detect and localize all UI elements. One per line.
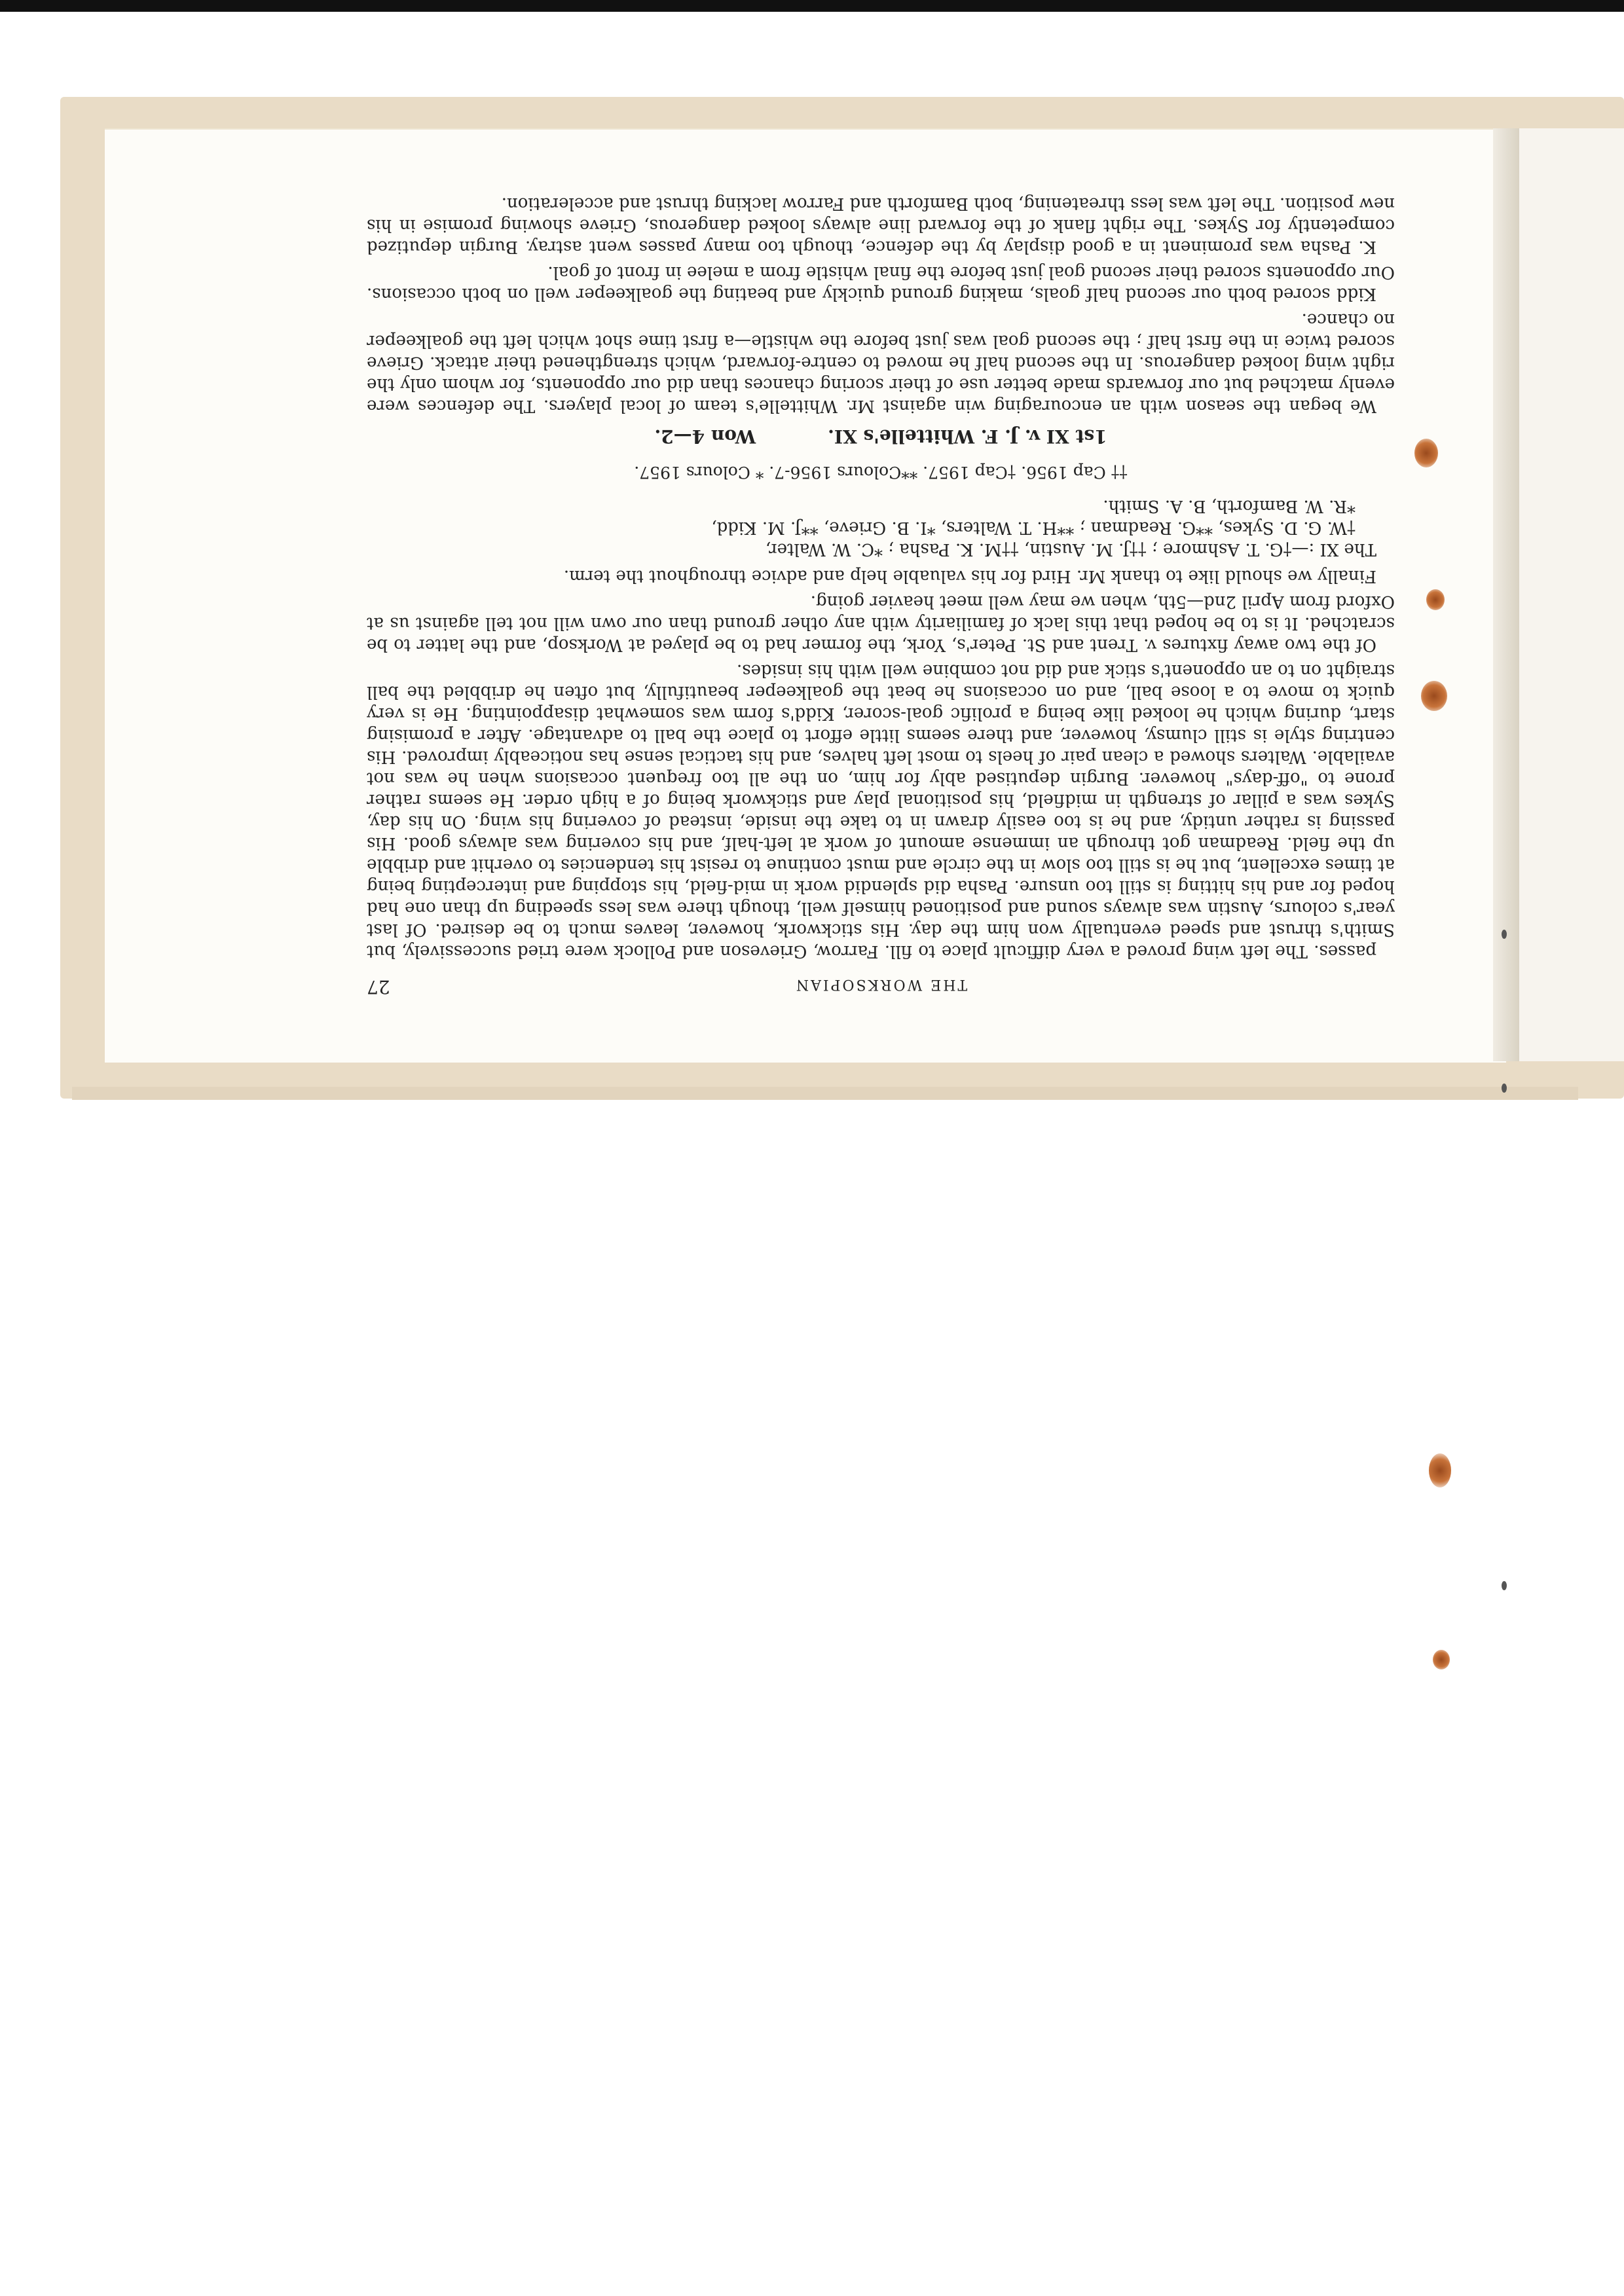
- running-head: [367, 974, 1395, 998]
- ink-dot: [1502, 1084, 1507, 1093]
- journal-title: THE WORKSOPIAN: [794, 976, 968, 993]
- rust-spot: [1421, 681, 1447, 711]
- paragraph: K. Pasha was prominent in a good display by the defence, though too many passes went astray. Burgin deputized competently for Sykes. The right flank of the forward line always looked dangerous, Grieve showing promise in his new position. The left was less threatening, both Bamforth and Farrow lacking thrust and acceleration.: [367, 194, 1395, 257]
- paragraph: passes. The left wing proved a very difficult place to fill. Farrow, Grieveson and Pollock were tried successively, but Smith's thrust and speed eventually won him the day. His stickwork, however, leaves much to be desired. Of last year's colours, Austin was always sound and positioned himself well, though there was less speeding up than one had hoped for and his hitting is still too unsure. Pasha did splendid work in mid-field, his stopping and intercepting being at times excellent, but he is still too slow in the circle and must continue to resist his tendencies to overhit and dribble up the field. Readman got through an immense amount of work at left-half, and his covering was always good. His passing is rather untidy, and he is too easily drawn in to take the inside, instead of covering his wing. On his day, Sykes was a pillar of strength in midfield, his positional play and stickwork being of a high order. He seems rather prone to "off-days" however. Burgin deputised ably for him, on the all too frequent occasions when he was not available. Walters showed a clean pair of heels to most left halves, and his tactical sense has noticeably improved. His centring style is still clumsy, however, and there seems little effort to place the ball to advantage. After a promising start, during which he looked like being a prolific goal-scorer, Kidd's form was somewhat disappointing. He is very quick to move to a loose ball, and on occasions he beat the goalkeeper beautifully, but often he dribbled the ball straight on to an opponent's stick and did not combine well with his insides.: [367, 661, 1395, 961]
- page-number: 27: [367, 976, 390, 998]
- paragraph: Finally we should like to thank Mr. Hird for his valuable help and advice throughout the term.: [563, 566, 1376, 586]
- scan-edge: [0, 0, 1624, 12]
- team-line: †W. G. D. Sykes, **G. Readman ; **H. T. Walters, *I. B. Grieve, **J. M. Kidd,: [711, 518, 1356, 538]
- match-title: 1st XI v. J. F. Whittelle's XI.: [828, 426, 1107, 447]
- rust-spot: [1414, 439, 1438, 467]
- match-result: Won 4—2.: [654, 426, 756, 447]
- team-line: The XI :—†G. T. Ashmore ; ††J. M. Austin, ††M. K. Pasha ; *C. W. Walter,: [765, 539, 1376, 559]
- paragraph: We began the season with an encouraging win against Mr. Whittelle's team of local players. The defences were evenly matched but our forwards made better use of their scoring chances than did our opponents, for whom only the right wing looked dangerous. In the second half he moved to centre-forward, which strengthened their attack. Grieve scored twice in the first half ; the second goal was just before the whistle—a first time shot which left the goalkeeper no chance.: [367, 310, 1395, 416]
- cover-edge: [72, 1087, 1578, 1100]
- paragraph: Of the two away fixtures v. Trent and St. Peter's, York, the former had to be played at Worksop, and the latter to be scratched. It is to be hoped that this lack of familiarity with any other ground than our own will not tell against us at Oxford from April 2nd—5th, when we may well meet heavier going.: [367, 592, 1395, 655]
- gutter-shadow: [1493, 128, 1519, 1061]
- ink-dot: [1502, 930, 1507, 939]
- rust-spot: [1426, 589, 1445, 610]
- page-text: [367, 189, 1395, 998]
- ink-dot: [1502, 1581, 1507, 1590]
- rust-spot: [1433, 1650, 1450, 1669]
- colours-key: †† Cap 1956. †Cap 1957. **Colours 1956-7. * Colours 1957.: [634, 463, 1128, 482]
- paragraph: Kidd scored both our second half goals, making ground quickly and beating the goalkeeper well on both occasions. Our opponents scored their second goal just before the final whistle from a melee in front of goal.: [367, 263, 1395, 304]
- rust-spot: [1429, 1453, 1451, 1487]
- team-list: [367, 495, 1395, 560]
- team-line: *R. W. Bamforth, B. A. Smith.: [1103, 496, 1356, 516]
- facing-page-edge: [1519, 128, 1624, 1061]
- match-heading: [367, 426, 1395, 447]
